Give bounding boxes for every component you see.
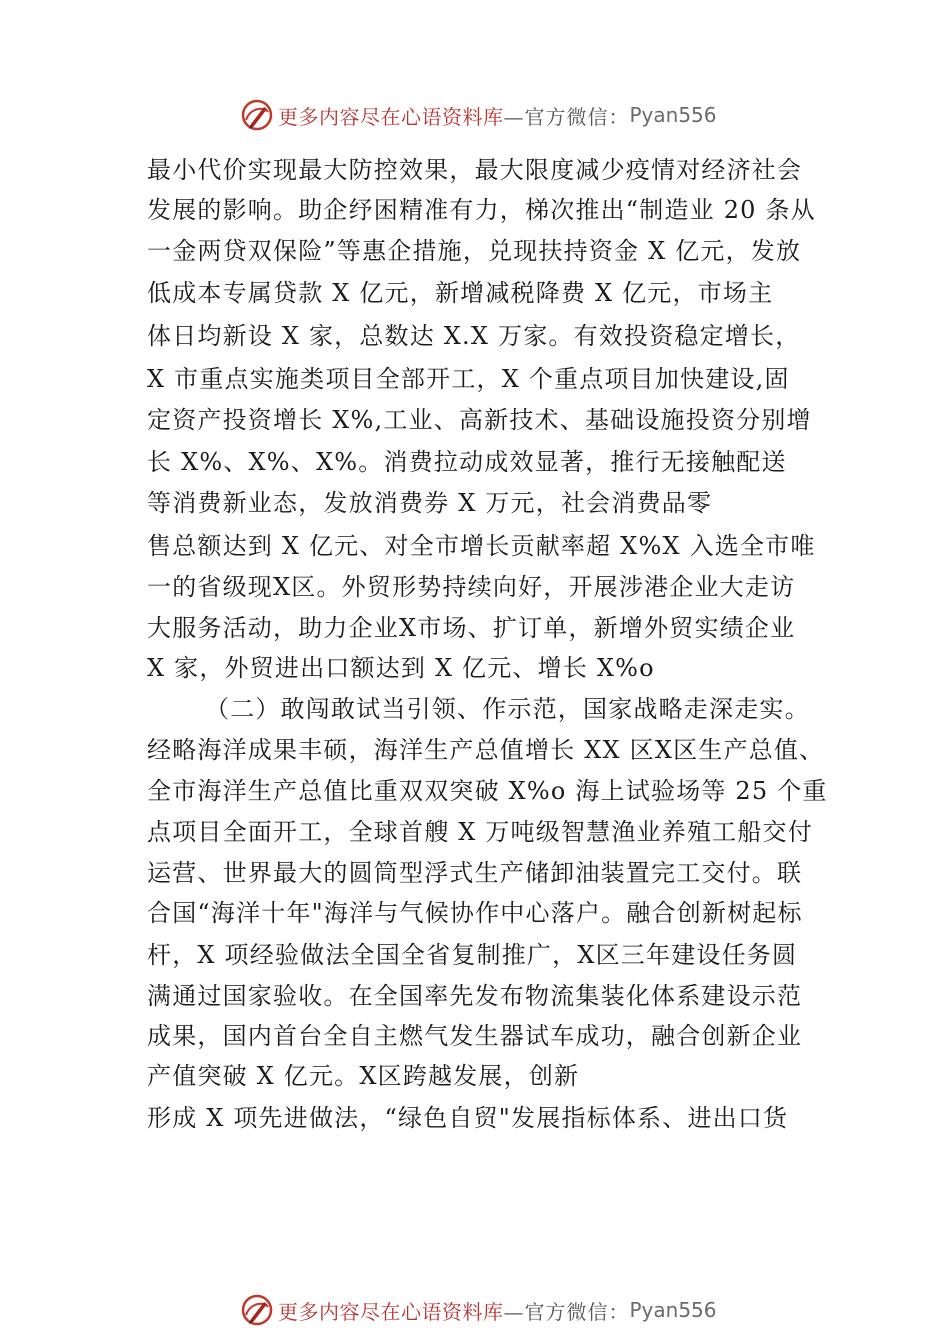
header-brand-text: 更多内容尽在心语资料库 [278,104,504,129]
body-line: 大服务活动，助力企业X市场、扩订单，新增外贸实绩企业 [147,614,796,642]
body-line: 经略海洋成果丰硕，海洋生产总值增长 XX 区X区生产总值、 [147,736,825,764]
body-line: 低成本专属贷款 X 亿元，新增减税降费 X 亿元，市场主 [147,279,774,307]
footer-separator-text: —官方微信： [503,1299,630,1324]
body-line: 体日均新设 X 家，总数达 X.X 万家。有效投资稳定增长， [147,322,801,350]
body-line: 点项目全面开工，全球首艘 X 万吨级智慧渔业养殖工船交付 [147,818,813,846]
body-line: 一的省级现X区。外贸形势持续向好，开展涉港企业大走访 [147,573,796,601]
body-line: 售总额达到 X 亿元、对全市增长贡献率超 X%X 入选全市唯 [147,532,816,560]
body-line: 全市海洋生产总值比重双双突破 X%o 海上试验场等 25 个重 [147,777,828,805]
body-line: 满通过国家验收。在全国率先发布物流集装化体系建设示范 [147,982,803,1010]
body-line: 杆，X 项经验做法全国全省复制推广，X区三年建设任务圆 [147,941,798,969]
footer-brand-text: 更多内容尽在心语资料库 [278,1299,504,1324]
body-line: 合国“海洋十年"海洋与气候协作中心落户。融合创新树起标 [147,899,803,927]
body-line: 一金两贷双保险”等惠企措施，兑现扶持资金 X 亿元，发放 [147,237,802,265]
footer-banner [240,1292,717,1328]
section-heading: （二）敢闯敢试当引领、作示范，国家战略走深走实。 [205,695,810,723]
footer-wechat-id: Pyan556 [629,1298,717,1322]
pen-logo-icon [240,1293,274,1327]
body-line: X 家，外贸进出口额达到 X 亿元、增长 X%o [147,654,655,682]
body-line: 成果，国内首台全自主燃气发生器试车成功，融合创新企业 [147,1022,803,1050]
header-banner [240,97,717,133]
header-wechat-id: Pyan556 [629,103,717,127]
body-line: 等消费新业态，发放消费券 X 万元，社会消费品零 [147,489,713,517]
body-line: X 市重点实施类项目全部开工，X 个重点项目加快建设,固 [147,365,790,393]
pen-logo-icon [240,98,274,132]
body-line: 发展的影响。助企纾困精准有力，梯次推出“制造业 20 条从 [147,196,816,224]
body-line: 定资产投资增长 X%,工业、高新技术、基础设施投资分别增 [147,406,812,434]
body-line: 最小代价实现最大防控效果，最大限度减少疫情对经济社会 [147,156,803,184]
body-line: 产值突破 X 亿元。X区跨越发展，创新 [147,1062,580,1090]
header-separator-text: —官方微信： [503,104,630,129]
body-line: 运营、世界最大的圆筒型浮式生产储卸油装置完工交付。联 [147,859,803,887]
body-line: 长 X%、X%、X%。消费拉动成效显著，推行无接触配送 [147,448,787,476]
body-line: 形成 X 项先进做法，“绿色自贸"发展指标体系、进出口货 [147,1104,789,1132]
